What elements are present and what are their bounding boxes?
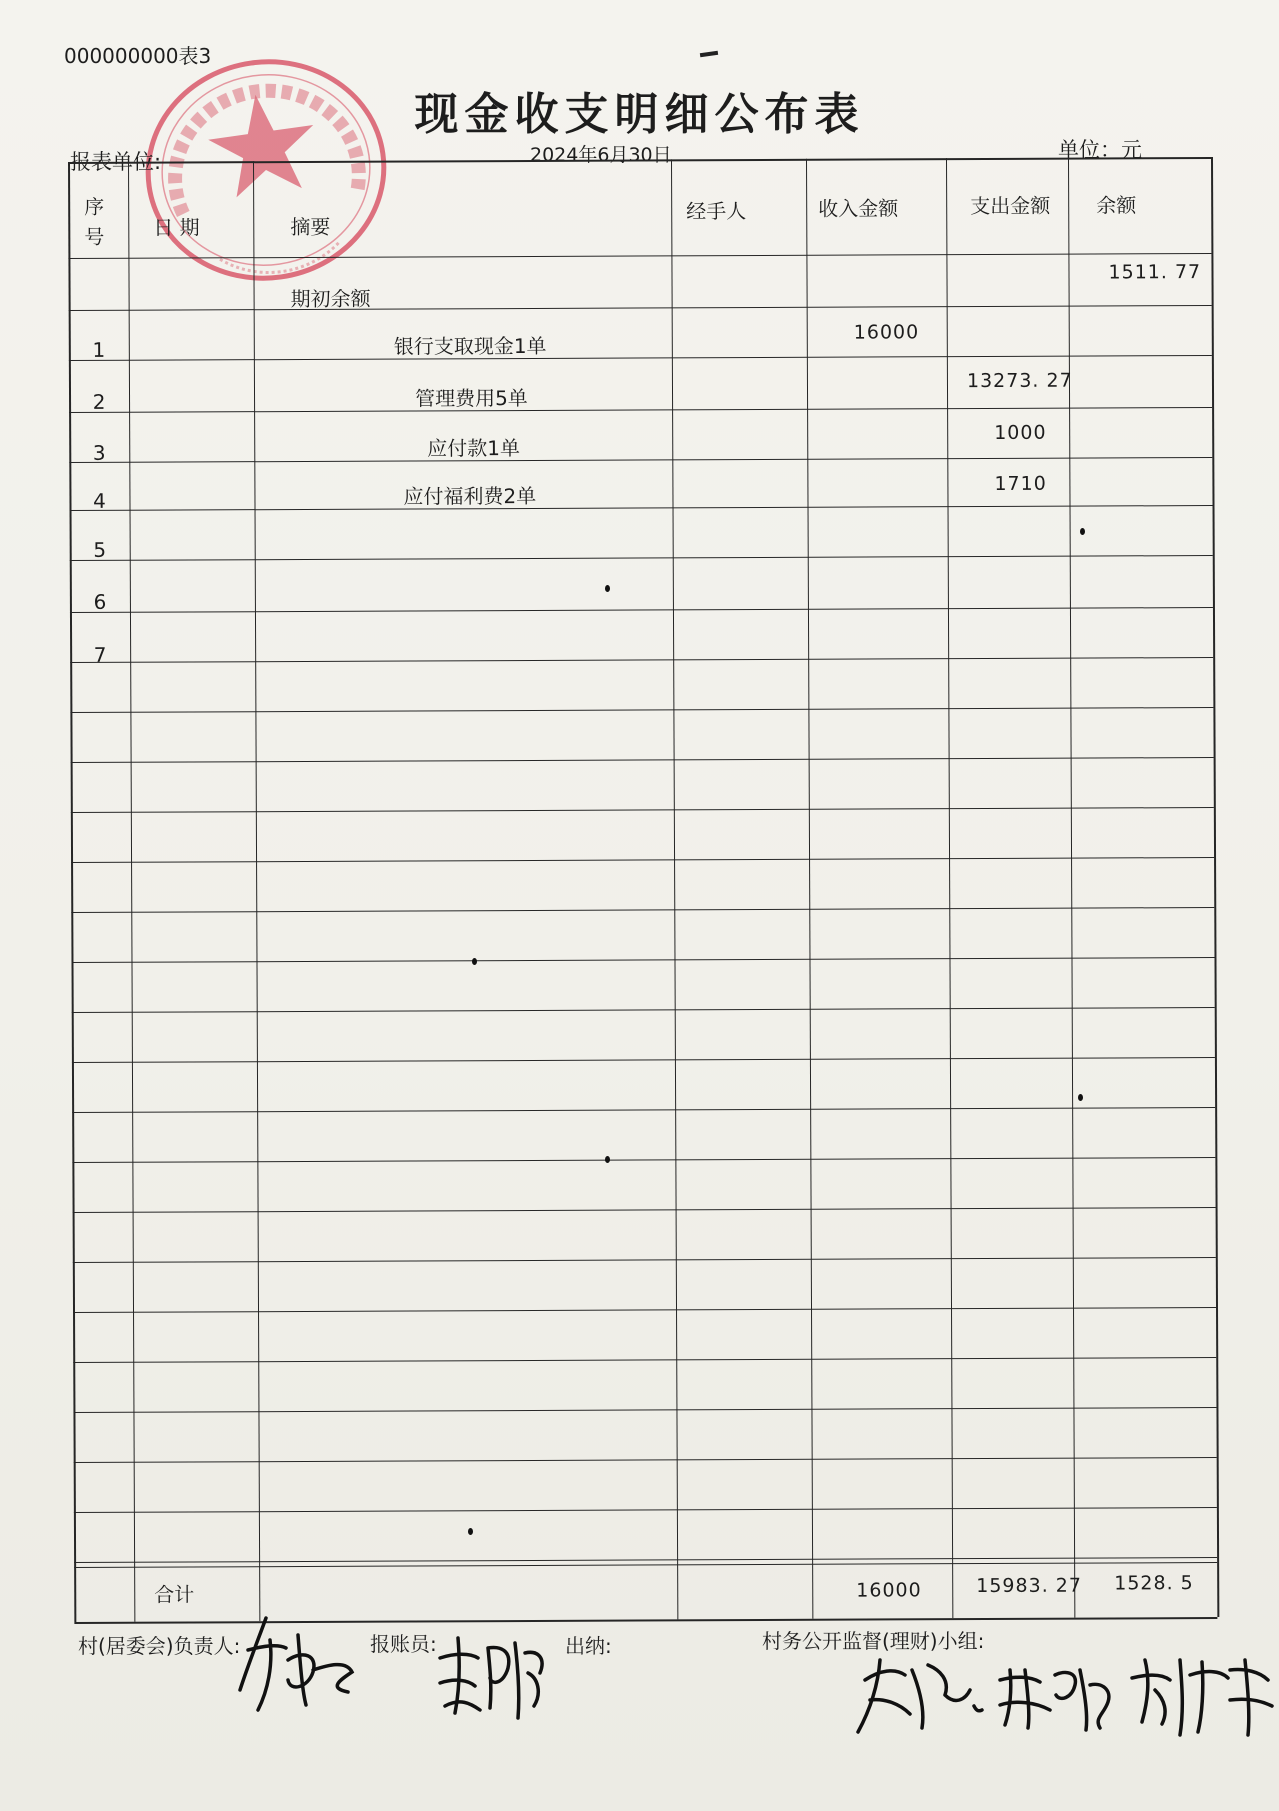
ink-speck: [472, 958, 477, 965]
row-summary: 应付款1单: [427, 436, 521, 461]
table-row-divider: [69, 457, 1212, 463]
table-column-divider: [671, 159, 678, 1619]
table-row-divider: [73, 1257, 1216, 1263]
opening-summary: 期初余额: [290, 286, 371, 312]
row-seq: 7: [93, 642, 107, 667]
table-row-divider: [69, 407, 1212, 413]
totals-label: 合计: [154, 1582, 195, 1607]
table-row-divider: [72, 1107, 1215, 1113]
table-row-divider: [70, 707, 1213, 713]
table-row-divider: [73, 1357, 1216, 1363]
ink-speck: [1080, 528, 1085, 535]
supervision-group-label: 村务公开监督(理财)小组:: [762, 1629, 985, 1653]
table-row-divider: [70, 505, 1213, 511]
row-expense: 1000: [994, 421, 1047, 444]
form-code: 000000000表3: [64, 44, 212, 68]
header-date: 日 期: [153, 215, 200, 240]
table-row-divider: [72, 1157, 1215, 1163]
table-row-divider: [74, 1507, 1217, 1513]
signature-bookkeeper: [430, 1628, 550, 1728]
table-row-divider: [74, 1562, 1217, 1568]
ink-speck: [605, 585, 610, 592]
row-seq: 3: [92, 440, 106, 465]
row-seq: 4: [93, 488, 106, 513]
report-unit-label: 报表单位:: [70, 150, 162, 174]
row-expense: 13273. 27: [966, 369, 1073, 393]
row-expense: 1710: [994, 472, 1047, 495]
table-row-divider: [71, 757, 1214, 763]
table-row-divider: [73, 1207, 1216, 1213]
ink-speck: [1078, 1094, 1083, 1101]
table-row-divider: [70, 657, 1213, 663]
table-row-divider: [74, 1457, 1217, 1463]
row-summary: 应付福利费2单: [403, 483, 537, 509]
table-column-divider: [946, 158, 953, 1618]
header-income: 收入金额: [818, 196, 899, 221]
row-seq: 6: [93, 589, 107, 614]
report-date: 2024年6月30日: [530, 144, 672, 166]
table-row-divider: [72, 1007, 1215, 1013]
ink-mark: [700, 51, 718, 57]
opening-balance: 1511. 77: [1108, 261, 1202, 284]
table-row-divider: [71, 957, 1214, 963]
table-row-divider: [71, 857, 1214, 863]
header-balance: 余额: [1096, 193, 1137, 218]
row-seq: 5: [93, 537, 107, 562]
row-summary: 管理费用5单: [414, 385, 528, 411]
row-income: 16000: [853, 321, 920, 344]
signature-village-head: [228, 1610, 358, 1720]
ink-speck: [605, 1156, 610, 1163]
header-seq: 序号: [84, 194, 105, 249]
page-title: 现金收支明细公布表: [414, 89, 865, 140]
table-row-divider: [69, 305, 1212, 311]
table-row-divider: [72, 1057, 1215, 1063]
table-row-divider: [71, 907, 1214, 913]
table-row-divider: [70, 607, 1213, 613]
row-seq: 1: [92, 337, 106, 362]
table-row-divider: [73, 1307, 1216, 1313]
table-row-divider: [68, 253, 1211, 259]
table-column-divider: [128, 162, 135, 1622]
totals-expense: 15983. 27: [976, 1574, 1082, 1598]
header-summary: 摘要: [290, 214, 331, 240]
village-head-label: 村(居委会)负责人:: [78, 1634, 241, 1658]
table-column-divider: [1211, 157, 1219, 1617]
header-handler: 经手人: [686, 199, 747, 224]
signature-supervision-group: [850, 1640, 1279, 1740]
ink-speck: [468, 1528, 473, 1535]
totals-balance: 1528. 5: [1114, 1572, 1194, 1595]
table-column-divider: [68, 162, 76, 1622]
currency-unit: 单位：元: [1058, 138, 1142, 162]
cashier-label: 出纳:: [565, 1634, 612, 1658]
table-row-divider: [73, 1407, 1216, 1413]
ledger-table: [68, 157, 1217, 1622]
row-summary: 银行支取现金1单: [393, 333, 547, 359]
totals-income: 16000: [856, 1579, 922, 1602]
table-row-divider: [71, 807, 1214, 813]
row-seq: 2: [92, 389, 106, 414]
table-row-divider: [70, 555, 1213, 561]
bookkeeper-label: 报账员:: [370, 1632, 437, 1656]
header-expense: 支出金额: [970, 193, 1051, 219]
table-column-divider: [253, 161, 260, 1621]
table-row-divider: [69, 355, 1212, 361]
table-column-divider: [806, 159, 813, 1619]
